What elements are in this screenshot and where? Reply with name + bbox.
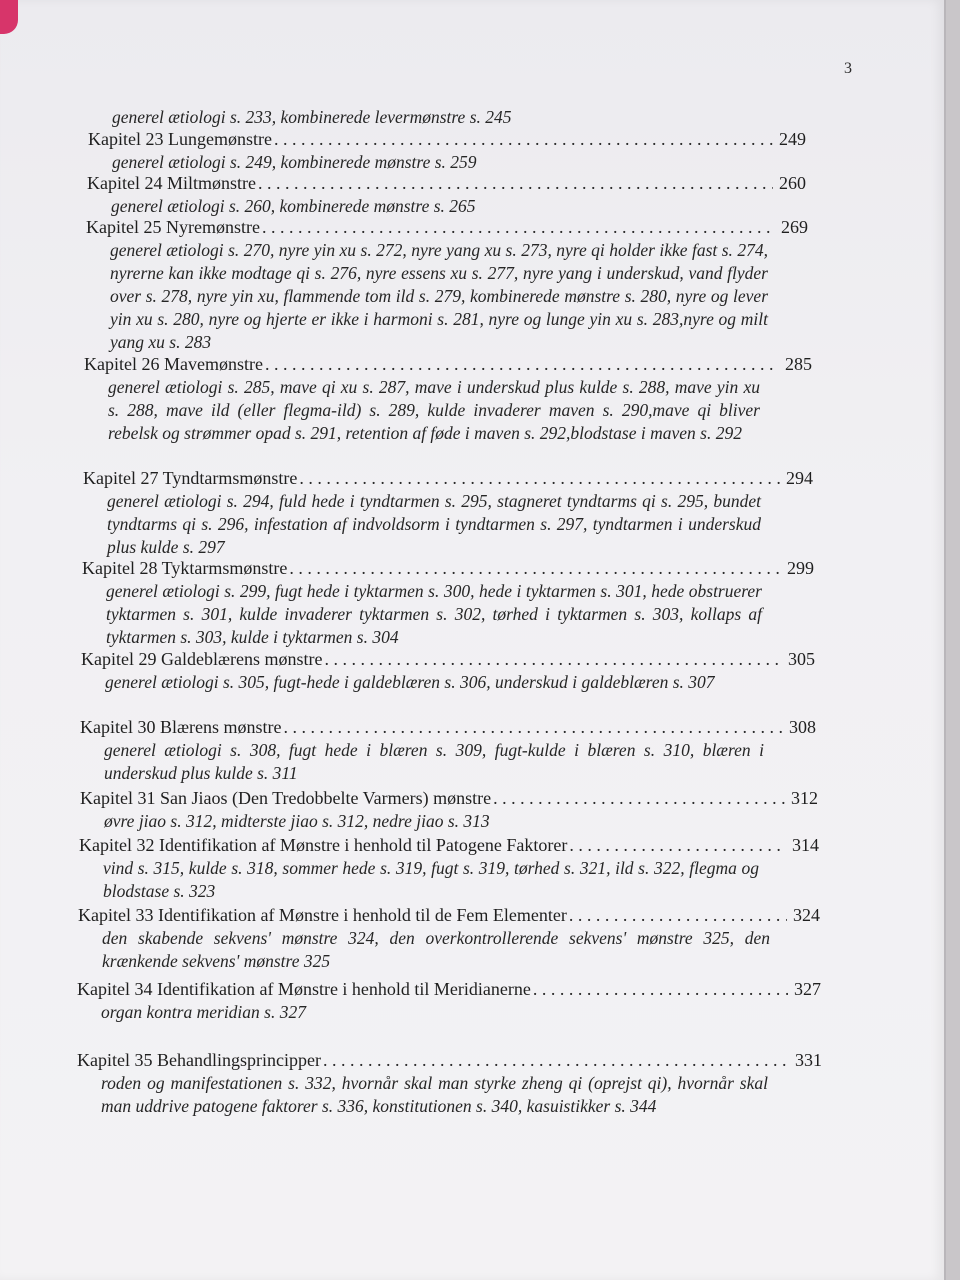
chapter-page: 327 <box>794 979 821 999</box>
toc-entry-33 <box>78 904 820 973</box>
leader-dots <box>265 353 779 376</box>
chapter-page: 285 <box>785 354 812 374</box>
toc-subtopics: generel ætiologi s. 299, fugt hede i tyktarmen s. 300, hede i tyktarmen s. 301, hede obstruerer tyktarmen s. 301, kulde invaderer tyktarmen s. 302, tørhed i tyktarmen s. 303, kollaps af tyktarmen s. 303, kulde i tyktarmen s. 304 <box>106 581 762 647</box>
toc-entry-34 <box>77 978 821 1024</box>
chapter-title: Kapitel 32 Identifikation af Mønstre i henhold til Patogene Faktorer <box>79 835 568 855</box>
toc-entry-35 <box>77 1049 822 1118</box>
leader-dots <box>299 467 780 490</box>
chapter-title: Kapitel 28 Tyktarmsmønstre <box>82 558 288 578</box>
toc-subtopics: roden og manifestationen s. 332, hvornår skal man styrke zheng qi (oprejst qi), hvornår skal man uddrive patogene faktorer s. 336, konstitutionen s. 340, kasuistikker s. 344 <box>101 1073 768 1116</box>
chapter-line <box>88 128 806 151</box>
toc-subtopics: generel ætiologi s. 285, mave qi xu s. 287, mave i underskud plus kulde s. 288, mave yin xu s. 288, mave ild (eller flegma-ild) s. 289, kulde invaderer maven s. 290,mave qi bliver rebelsk og strømmer opad s. 291, retention af føde i maven s. 292,blodstase i maven s. 292 <box>108 377 760 443</box>
toc-subtopics: generel ætiologi s. 305, fugt-hede i galdeblæren s. 306, underskud i galdeblæren s. 307 <box>105 672 715 692</box>
toc-entry-31 <box>80 787 818 833</box>
chapter-page: 308 <box>789 717 816 737</box>
toc-entry-29 <box>81 648 815 694</box>
chapter-line <box>77 978 821 1001</box>
chapter-page: 312 <box>791 788 818 808</box>
toc-subtopics: organ kontra meridian s. 327 <box>101 1002 306 1022</box>
leader-dots <box>274 128 773 151</box>
leader-dots <box>569 904 787 927</box>
page-number: 3 <box>844 60 852 77</box>
chapter-title: Kapitel 31 San Jiaos (Den Tredobbelte Varmers) mønstre <box>80 788 492 808</box>
toc-subtopics: generel ætiologi s. 270, nyre yin xu s. 272, nyre yang xu s. 273, nyre qi holder ikke fast s. 274, nyrerne kan ikke modtage qi s. 276, nyre essens xu s. 277, nyre yang i underskud, vand flyder over s. 278, nyre yin xu, flammende tom ild s. 279, kombinerede mønstre s. 280, nyre og lever yin xu s. 280, nyre og hjerte er ikke i harmoni s. 281, nyre og lunge yin xu s. 283,nyre og milt yang xu s. 283 <box>110 240 768 352</box>
chapter-title: Kapitel 30 Blærens mønstre <box>80 717 282 737</box>
chapter-title: Kapitel 23 Lungemønstre <box>88 129 272 149</box>
leader-dots <box>493 787 785 810</box>
toc-entry-32 <box>79 834 819 903</box>
chapter-line <box>81 648 815 671</box>
chapter-line <box>82 557 814 580</box>
leader-dots <box>323 1049 789 1072</box>
toc-entry-24 <box>87 172 806 218</box>
leader-dots <box>283 716 783 739</box>
chapter-line <box>84 353 812 376</box>
leader-dots <box>289 557 781 580</box>
chapter-title: Kapitel 26 Mavemønstre <box>84 354 263 374</box>
toc-subtopics: øvre jiao s. 312, midterste jiao s. 312, nedre jiao s. 313 <box>104 811 490 831</box>
chapter-title: Kapitel 24 Miltmønstre <box>87 173 256 193</box>
chapter-line <box>86 216 808 239</box>
toc-entry-26 <box>84 353 812 445</box>
chapter-title: Kapitel 25 Nyremønstre <box>86 217 260 237</box>
chapter-line <box>79 834 819 857</box>
toc-entry-25 <box>86 216 808 354</box>
chapter-page: 305 <box>788 649 815 669</box>
toc-subtopics: generel ætiologi s. 260, kombinerede mønstre s. 265 <box>111 196 476 216</box>
chapter-page: 331 <box>795 1050 822 1070</box>
leader-dots <box>533 978 788 1001</box>
chapter-line <box>87 172 806 195</box>
chapter-title: Kapitel 34 Identifikation af Mønstre i henhold til Meridianerne <box>77 979 531 999</box>
toc-entry-28 <box>82 557 814 649</box>
toc-subtopics: generel ætiologi s. 233, kombinerede levermønstre s. 245 <box>112 107 512 127</box>
chapter-page: 314 <box>792 835 819 855</box>
toc-entry-30 <box>80 716 816 785</box>
chapter-page: 269 <box>781 217 808 237</box>
chapter-line <box>83 467 813 490</box>
chapter-page: 249 <box>779 129 806 149</box>
chapter-title: Kapitel 35 Behandlingsprincipper <box>77 1050 321 1070</box>
chapter-page: 324 <box>793 905 820 925</box>
toc-subtopics: generel ætiologi s. 308, fugt hede i blæren s. 309, fugt-kulde i blæren s. 310, blæren i underskud plus kulde s. 311 <box>104 740 764 783</box>
chapter-line <box>80 787 818 810</box>
toc-entry-27 <box>83 467 813 559</box>
chapter-page: 299 <box>787 558 814 578</box>
chapter-page: 260 <box>779 173 806 193</box>
chapter-title: Kapitel 27 Tyndtarmsmønstre <box>83 468 298 488</box>
toc-subtopics: den skabende sekvens' mønstre 324, den overkontrollerende sekvens' mønstre 325, den krænkende sekvens' mønstre 325 <box>102 928 770 971</box>
chapter-page: 294 <box>786 468 813 488</box>
leader-dots <box>262 216 775 239</box>
chapter-line <box>77 1049 822 1072</box>
leader-dots <box>258 172 773 195</box>
toc-subtopics: vind s. 315, kulde s. 318, sommer hede s. 319, fugt s. 319, tørhed s. 321, ild s. 322, flegma og blodstase s. 323 <box>103 858 759 901</box>
chapter-title: Kapitel 29 Galdeblærens mønstre <box>81 649 323 669</box>
toc-subtopics: generel ætiologi s. 294, fuld hede i tyndtarmen s. 295, stagneret tyndtarms qi s. 295, bundet tyndtarms qi s. 296, infestation af indvoldsorm i tyndtarmen s. 297, tyndtarmen i underskud plus kulde s. 297 <box>107 491 761 557</box>
toc-subtopics: generel ætiologi s. 249, kombinerede mønstre s. 259 <box>112 152 477 172</box>
chapter-line <box>80 716 816 739</box>
toc-entry-22-sub <box>88 106 808 129</box>
leader-dots <box>324 648 782 671</box>
chapter-title: Kapitel 33 Identifikation af Mønstre i henhold til de Fem Elementer <box>78 905 567 925</box>
leader-dots <box>569 834 786 857</box>
chapter-line <box>78 904 820 927</box>
toc-entry-23 <box>88 128 806 174</box>
